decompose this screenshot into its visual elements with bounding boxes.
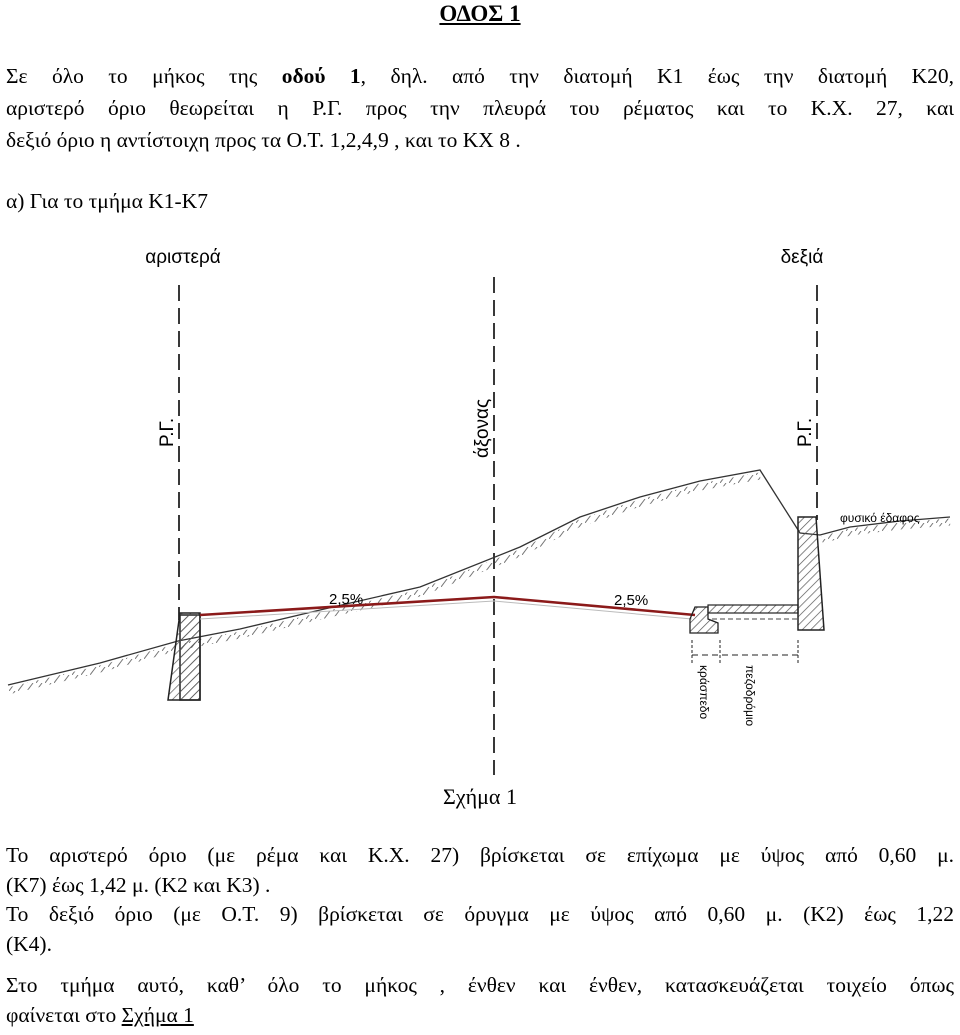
right-slope-label: 2,5% bbox=[614, 592, 649, 609]
right-side-label: δεξιά bbox=[780, 247, 824, 268]
description-line-2: (Κ7) έως 1,42 μ. (Κ2 και Κ3) . bbox=[6, 872, 271, 897]
sidewalk-label: πεζοδρόμιο bbox=[743, 665, 757, 727]
description-line-1: Το αριστερό όριο (με ρέμα και Κ.Χ. 27) βρίσκεται σε επίχωμα με ύψος από 0,60 μ. bbox=[6, 843, 954, 867]
left-rg-label: Ρ.Γ. bbox=[157, 417, 178, 447]
ground-hatching bbox=[8, 476, 760, 691]
description-line-3: Το δεξιό όριο (με Ο.Τ. 9) βρίσκεται σε όρυγμα με ύψος από 0,60 μ. (Κ2) έως 1,22 bbox=[6, 902, 954, 926]
intro-line-2: αριστερό όριο θεωρείται η Ρ.Γ. προς την πλευρά του ρέματος και το Κ.Χ. 27, και bbox=[6, 96, 954, 120]
curb-label: κράσπεδο bbox=[697, 665, 711, 720]
description-paragraph bbox=[6, 841, 954, 959]
closing-line-2: φαίνεται στο Σχήμα 1 bbox=[6, 1002, 194, 1027]
sidewalk-slab bbox=[708, 605, 798, 613]
cross-section-figure bbox=[0, 235, 960, 775]
left-side-label: αριστερά bbox=[145, 247, 221, 268]
page-title: ΟΔΟΣ 1 bbox=[439, 1, 521, 26]
ground-label: φυσικό έδαφος bbox=[840, 511, 920, 525]
closing-paragraph bbox=[6, 971, 954, 1030]
figure-reference-link[interactable]: Σχήμα 1 bbox=[121, 1002, 194, 1027]
left-wall-body bbox=[168, 613, 200, 700]
right-retaining-wall bbox=[798, 517, 824, 630]
axis-label: άξονας bbox=[472, 398, 493, 458]
left-slope-label: 2,5% bbox=[329, 591, 364, 608]
road-name: οδού 1 bbox=[281, 64, 361, 88]
intro-paragraph bbox=[6, 60, 954, 156]
description-line-4: (Κ4). bbox=[6, 931, 52, 956]
figure-caption: Σχήμα 1 bbox=[443, 784, 517, 809]
intro-line-1: Σε όλο το μήκος της οδού 1, δηλ. από την διατομή Κ1 έως την διατομή Κ20, bbox=[6, 64, 954, 88]
intro-line-3: δεξιό όριο η αντίστοιχη προς τα Ο.Τ. 1,2,4,9 , και το ΚΧ 8 . bbox=[6, 128, 521, 152]
section-a-heading: α) Για το τμήμα Κ1-Κ7 bbox=[6, 189, 208, 213]
right-rg-label: Ρ.Γ. bbox=[795, 417, 816, 447]
closing-line-1: Στο τμήμα αυτό, καθ’ όλο το μήκος , ένθεν και ένθεν, κατασκευάζεται τοιχείο όπως bbox=[6, 973, 954, 997]
